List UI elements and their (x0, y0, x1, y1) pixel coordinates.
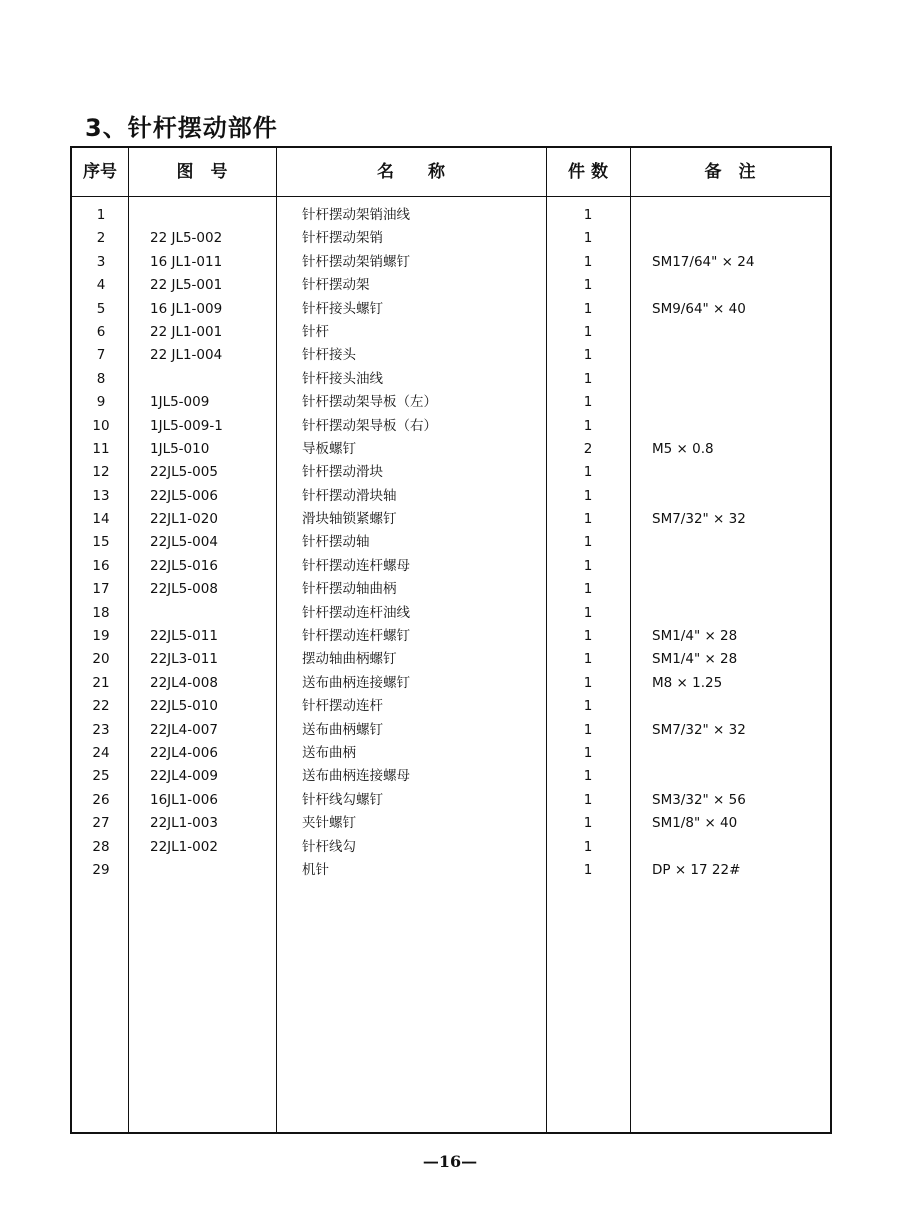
row-number: 19 (92, 628, 110, 645)
figure-number: 16 JL1-011 (150, 253, 223, 270)
table-row (72, 602, 830, 625)
table-row (72, 274, 830, 297)
part-name: 针杆摆动架销螺钉 (302, 253, 410, 270)
row-number: 13 (92, 487, 110, 504)
quantity: 1 (583, 791, 593, 808)
row-number: 5 (96, 300, 106, 317)
part-name: 针杆摆动滑块 (302, 464, 383, 481)
quantity: 1 (583, 347, 593, 364)
row-number: 9 (96, 394, 106, 411)
quantity: 1 (583, 394, 593, 411)
figure-number: 22 JL5-001 (150, 277, 223, 294)
header-no: 序号 (83, 162, 117, 182)
quantity: 1 (583, 207, 593, 223)
part-name: 针杆摆动连杆油线 (302, 604, 410, 621)
row-number: 10 (92, 417, 110, 434)
figure-number: 22 JL1-001 (150, 323, 223, 340)
remark: SM1/4" × 28 (652, 628, 738, 645)
figure-number: 22JL1-002 (150, 838, 218, 855)
table-row (72, 344, 830, 367)
table-row (72, 578, 830, 601)
quantity: 1 (583, 511, 593, 528)
header-qty: 件 数 (568, 162, 608, 182)
quantity: 1 (583, 815, 593, 832)
part-name: 针杆摆动架导板（右） (302, 417, 437, 434)
row-number: 25 (92, 768, 110, 785)
row-number: 1 (96, 207, 106, 223)
table-row (72, 321, 830, 344)
table-row (72, 461, 830, 484)
quantity: 2 (583, 440, 593, 457)
quantity: 1 (583, 253, 593, 270)
quantity: 1 (583, 604, 593, 621)
part-name: 导板螺钉 (302, 440, 356, 457)
figure-number: 1JL5-009 (150, 394, 210, 411)
row-number: 7 (96, 347, 106, 364)
quantity: 1 (583, 768, 593, 785)
quantity: 1 (583, 838, 593, 855)
row-number: 26 (92, 791, 110, 808)
part-name: 针杆摆动架销油线 (302, 207, 410, 223)
table-row (72, 695, 830, 718)
table-row (72, 508, 830, 531)
quantity: 1 (583, 698, 593, 715)
remark: SM3/32" × 56 (652, 791, 746, 808)
table-row (72, 555, 830, 578)
row-number: 18 (92, 604, 110, 621)
row-number: 20 (92, 651, 110, 668)
header-divider (72, 196, 830, 197)
quantity: 1 (583, 581, 593, 598)
remark: SM17/64" × 24 (652, 253, 755, 270)
figure-number: 22JL4-009 (150, 768, 218, 785)
row-number: 3 (96, 253, 106, 270)
table-row (72, 812, 830, 835)
row-number: 21 (92, 674, 110, 691)
row-number: 27 (92, 815, 110, 832)
table-row (72, 531, 830, 554)
figure-number: 22JL1-020 (150, 511, 218, 528)
row-number: 11 (92, 440, 110, 457)
figure-number: 22 JL5-002 (150, 230, 223, 247)
row-number: 6 (96, 323, 106, 340)
row-number: 23 (92, 721, 110, 738)
figure-number: 16JL1-006 (150, 791, 218, 808)
table-row (72, 251, 830, 274)
remark: SM7/32" × 32 (652, 511, 746, 528)
quantity: 1 (583, 651, 593, 668)
remark: SM1/4" × 28 (652, 651, 738, 668)
remark: SM9/64" × 40 (652, 300, 746, 317)
part-name: 针杆摆动连杆 (302, 698, 383, 715)
row-number: 12 (92, 464, 110, 481)
part-name: 针杆线勾螺钉 (302, 791, 383, 808)
row-number: 8 (96, 370, 106, 387)
table-row (72, 368, 830, 391)
table-row (72, 742, 830, 765)
figure-number: 1JL5-009-1 (150, 417, 223, 434)
table-row (72, 765, 830, 788)
figure-number: 22JL4-008 (150, 674, 218, 691)
row-number: 4 (96, 277, 106, 294)
table-row (72, 625, 830, 648)
part-name: 夹针螺钉 (302, 815, 356, 832)
figure-number: 22 JL1-004 (150, 347, 223, 364)
part-name: 送布曲柄 (302, 744, 356, 761)
table-row (72, 391, 830, 414)
quantity: 1 (583, 628, 593, 645)
part-name: 送布曲柄连接螺钉 (302, 674, 410, 691)
quantity: 1 (583, 861, 593, 878)
remark: SM1/8" × 40 (652, 815, 738, 832)
figure-number: 22JL5-005 (150, 464, 218, 481)
row-number: 29 (92, 861, 110, 878)
quantity: 1 (583, 744, 593, 761)
part-name: 机针 (302, 861, 329, 878)
page-number: —16— (422, 1152, 478, 1171)
part-name: 送布曲柄连接螺母 (302, 768, 410, 785)
table-row (72, 204, 830, 227)
figure-number: 22JL5-008 (150, 581, 218, 598)
quantity: 1 (583, 323, 593, 340)
row-number: 16 (92, 557, 110, 574)
quantity: 1 (583, 557, 593, 574)
part-name: 针杆摆动连杆螺母 (302, 557, 410, 574)
row-number: 17 (92, 581, 110, 598)
quantity: 1 (583, 487, 593, 504)
part-name: 针杆接头 (302, 347, 356, 364)
table-row (72, 789, 830, 812)
section-title: 3、针杆摆动部件 (85, 114, 278, 142)
figure-number: 1JL5-010 (150, 440, 210, 457)
remark: M5 × 0.8 (652, 440, 714, 457)
table-row (72, 227, 830, 250)
figure-number: 22JL3-011 (150, 651, 218, 668)
part-name: 针杆摆动连杆螺钉 (302, 628, 410, 645)
table-row (72, 719, 830, 742)
table-row (72, 836, 830, 859)
parts-table (70, 146, 832, 1134)
figure-number: 22JL5-011 (150, 628, 218, 645)
table-row (72, 438, 830, 461)
remark: SM7/32" × 32 (652, 721, 746, 738)
part-name: 针杆摆动轴 (302, 534, 370, 551)
quantity: 1 (583, 230, 593, 247)
figure-number: 22JL5-006 (150, 487, 218, 504)
row-number: 2 (96, 230, 106, 247)
figure-number: 22JL4-007 (150, 721, 218, 738)
part-name: 针杆接头油线 (302, 370, 383, 387)
header-figure: 图 号 (176, 162, 228, 182)
row-number: 22 (92, 698, 110, 715)
part-name: 针杆线勾 (302, 838, 356, 855)
part-name: 针杆摆动架 (302, 277, 370, 294)
part-name: 送布曲柄螺钉 (302, 721, 383, 738)
table-row (72, 672, 830, 695)
table-body (72, 204, 830, 882)
figure-number: 22JL5-016 (150, 557, 218, 574)
table-row (72, 298, 830, 321)
remark: M8 × 1.25 (652, 674, 723, 691)
header-remark: 备 注 (704, 162, 756, 182)
header-name: 名 称 (377, 162, 445, 182)
part-name: 针杆 (302, 323, 329, 340)
table-row (72, 648, 830, 671)
quantity: 1 (583, 721, 593, 738)
part-name: 针杆摆动滑块轴 (302, 487, 397, 504)
part-name: 针杆接头螺钉 (302, 300, 383, 317)
row-number: 15 (92, 534, 110, 551)
quantity: 1 (583, 674, 593, 691)
part-name: 针杆摆动架销 (302, 230, 383, 247)
figure-number: 22JL5-010 (150, 698, 218, 715)
figure-number: 16 JL1-009 (150, 300, 223, 317)
part-name: 摆动轴曲柄螺钉 (302, 651, 397, 668)
part-name: 针杆摆动架导板（左） (302, 394, 437, 411)
figure-number: 22JL1-003 (150, 815, 218, 832)
quantity: 1 (583, 370, 593, 387)
figure-number: 22JL4-006 (150, 744, 218, 761)
table-row (72, 485, 830, 508)
row-number: 28 (92, 838, 110, 855)
table-row (72, 859, 830, 882)
remark: DP × 17 22# (652, 861, 741, 878)
figure-number: 22JL5-004 (150, 534, 218, 551)
row-number: 14 (92, 511, 110, 528)
row-number: 24 (92, 744, 110, 761)
quantity: 1 (583, 534, 593, 551)
part-name: 滑块轴锁紧螺钉 (302, 511, 397, 528)
quantity: 1 (583, 417, 593, 434)
table-row (72, 415, 830, 438)
quantity: 1 (583, 464, 593, 481)
part-name: 针杆摆动轴曲柄 (302, 581, 397, 598)
quantity: 1 (583, 300, 593, 317)
quantity: 1 (583, 277, 593, 294)
